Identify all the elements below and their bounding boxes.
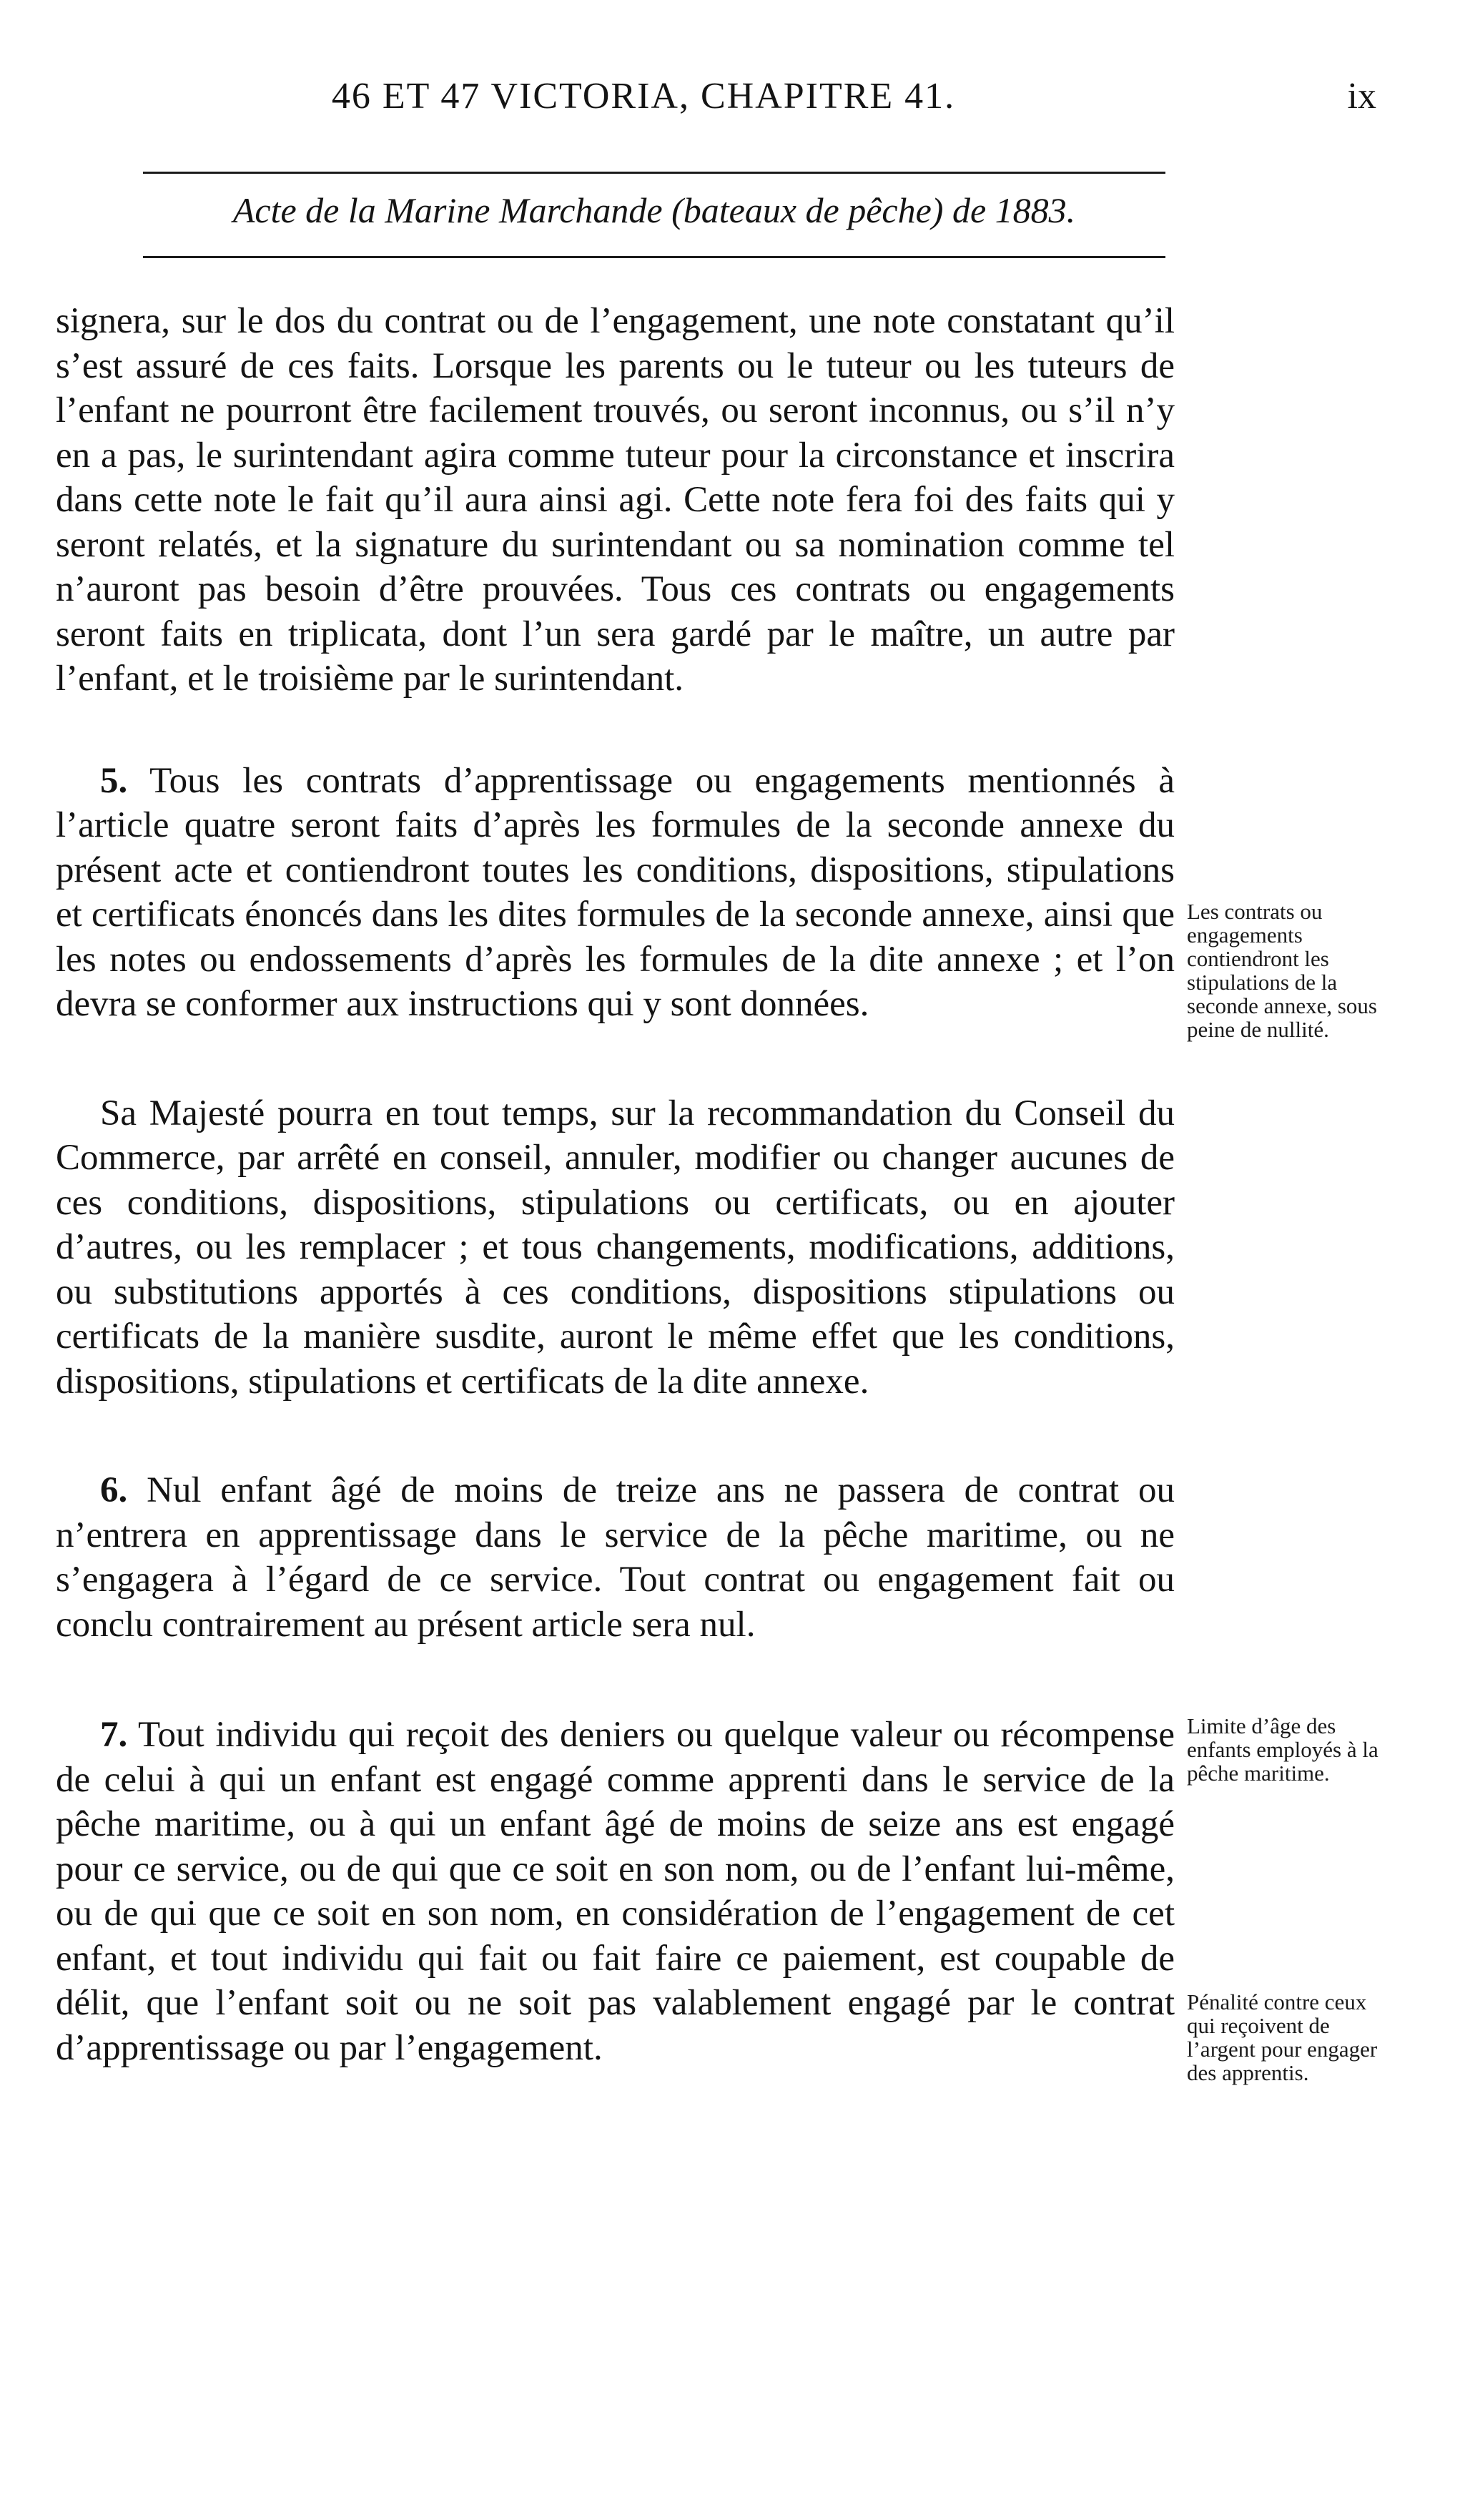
section-number: 7. [100, 1715, 128, 1755]
margin-note-section-6: Limite d’âge des enfants employés à la pêche maritime. [1187, 1713, 1378, 1786]
paragraph-section-5 [56, 759, 1175, 1027]
paragraph-section-6 [56, 1468, 1175, 1647]
paragraph-text: Sa Majesté pourra en tout temps, sur la recommandation du Conseil du Commerce, par arrêté en conseil, annuler, modifier ou changer aucunes de ces conditions, dispositions, stipulations ou certificats, ou en ajouter d’autres, ou les remplacer ; et tous changements, modifications, additions, ou substitutions apportés à ces conditions, dispositions stipulations ou certificats de la manière susdite, auront le même effet que les conditions, dispositions, stipulations et certificats de la dite annexe. [56, 1093, 1175, 1402]
body-text [56, 299, 1175, 2070]
section-number: 5. [100, 760, 128, 801]
paragraph-text: signera, sur le dos du contrat ou de l’engagement, une note constatant qu’il s’est assuré de ces faits. Lorsque les parents ou le tuteur ou les tuteurs de l’enfant ne pourront être facilement trouvés, ou seront inconnus, ou s’il n’y en a pas, le surintendant agira comme tuteur pour la circonstance et inscrira dans cette note le fait qu’il aura ainsi agi. Cette note fera foi des faits qui y seront relatés, et la signature du surintendant ou sa nomination comme tel n’auront pas besoin d’être prouvées. Tous ces contrats ou engagements seront faits en triplicata, dont l’un sera gardé par le maître, un autre par l’enfant, et le troisième par le surintendant. [56, 301, 1175, 699]
paragraph-text: Tous les contrats d’apprentissage ou engagements mentionnés à l’article quatre seront faits d’après les formules de la seconde annexe du présent acte et contiendront toutes les conditions, dispositions, stipulations et certificats énoncés dans les dites formules de la seconde annexe, ainsi que les notes ou endossements d’après les formules de la dite annexe ; et l’on devra se conformer aux instructions qui y sont données. [56, 760, 1175, 1024]
paragraph-section-5-continued [56, 1091, 1175, 1404]
paragraph-section-7 [56, 1713, 1175, 2070]
paragraph-text: Tout individu qui reçoit des deniers ou quelque valeur ou récompense de celui à qui un enfant est engagé comme apprenti dans le service de la pêche maritime, ou à qui un enfant âgé de moins de seize ans est engagé pour ce service, ou de qui que ce soit en son nom, ou de l’enfant lui-même, ou de qui que ce soit en son nom, en considération de l’engagement de cet enfant, et tout individu qui fait ou fait faire ce paiement, est coupable de délit, que l’enfant soit ou ne soit pas valablement engagé par le contrat d’apprentissage ou par l’engagement. [56, 1715, 1175, 2068]
paragraph-text: Nul enfant âgé de moins de treize ans ne passera de contrat ou n’entrera en apprentissage dans le service de la pêche maritime, ou ne s’engagera à l’égard de ce service. Tout contrat ou engagement fait ou conclu contrairement au présent article sera nul. [56, 1470, 1175, 1645]
header-rule-bottom [143, 256, 1165, 258]
paragraph-continuation [56, 299, 1175, 702]
margin-note-section-5: Les contrats ou engagements contiendront les stipulations de la seconde annexe, sous peine de nullité. [1187, 899, 1377, 1042]
running-head [54, 75, 1376, 132]
section-number: 6. [100, 1470, 128, 1510]
page-number: ix [1347, 76, 1376, 117]
header-rule-top [143, 172, 1165, 174]
margin-note-section-7: Pénalité contre ceux qui reçoivent de l’argent pour engager des apprentis. [1187, 1989, 1378, 2085]
running-title: 46 ET 47 VICTORIA, CHAPITRE 41. [331, 76, 956, 117]
act-title: Acte de la Marine Marchande (bateaux de pêche) de 1883. [232, 190, 1076, 230]
